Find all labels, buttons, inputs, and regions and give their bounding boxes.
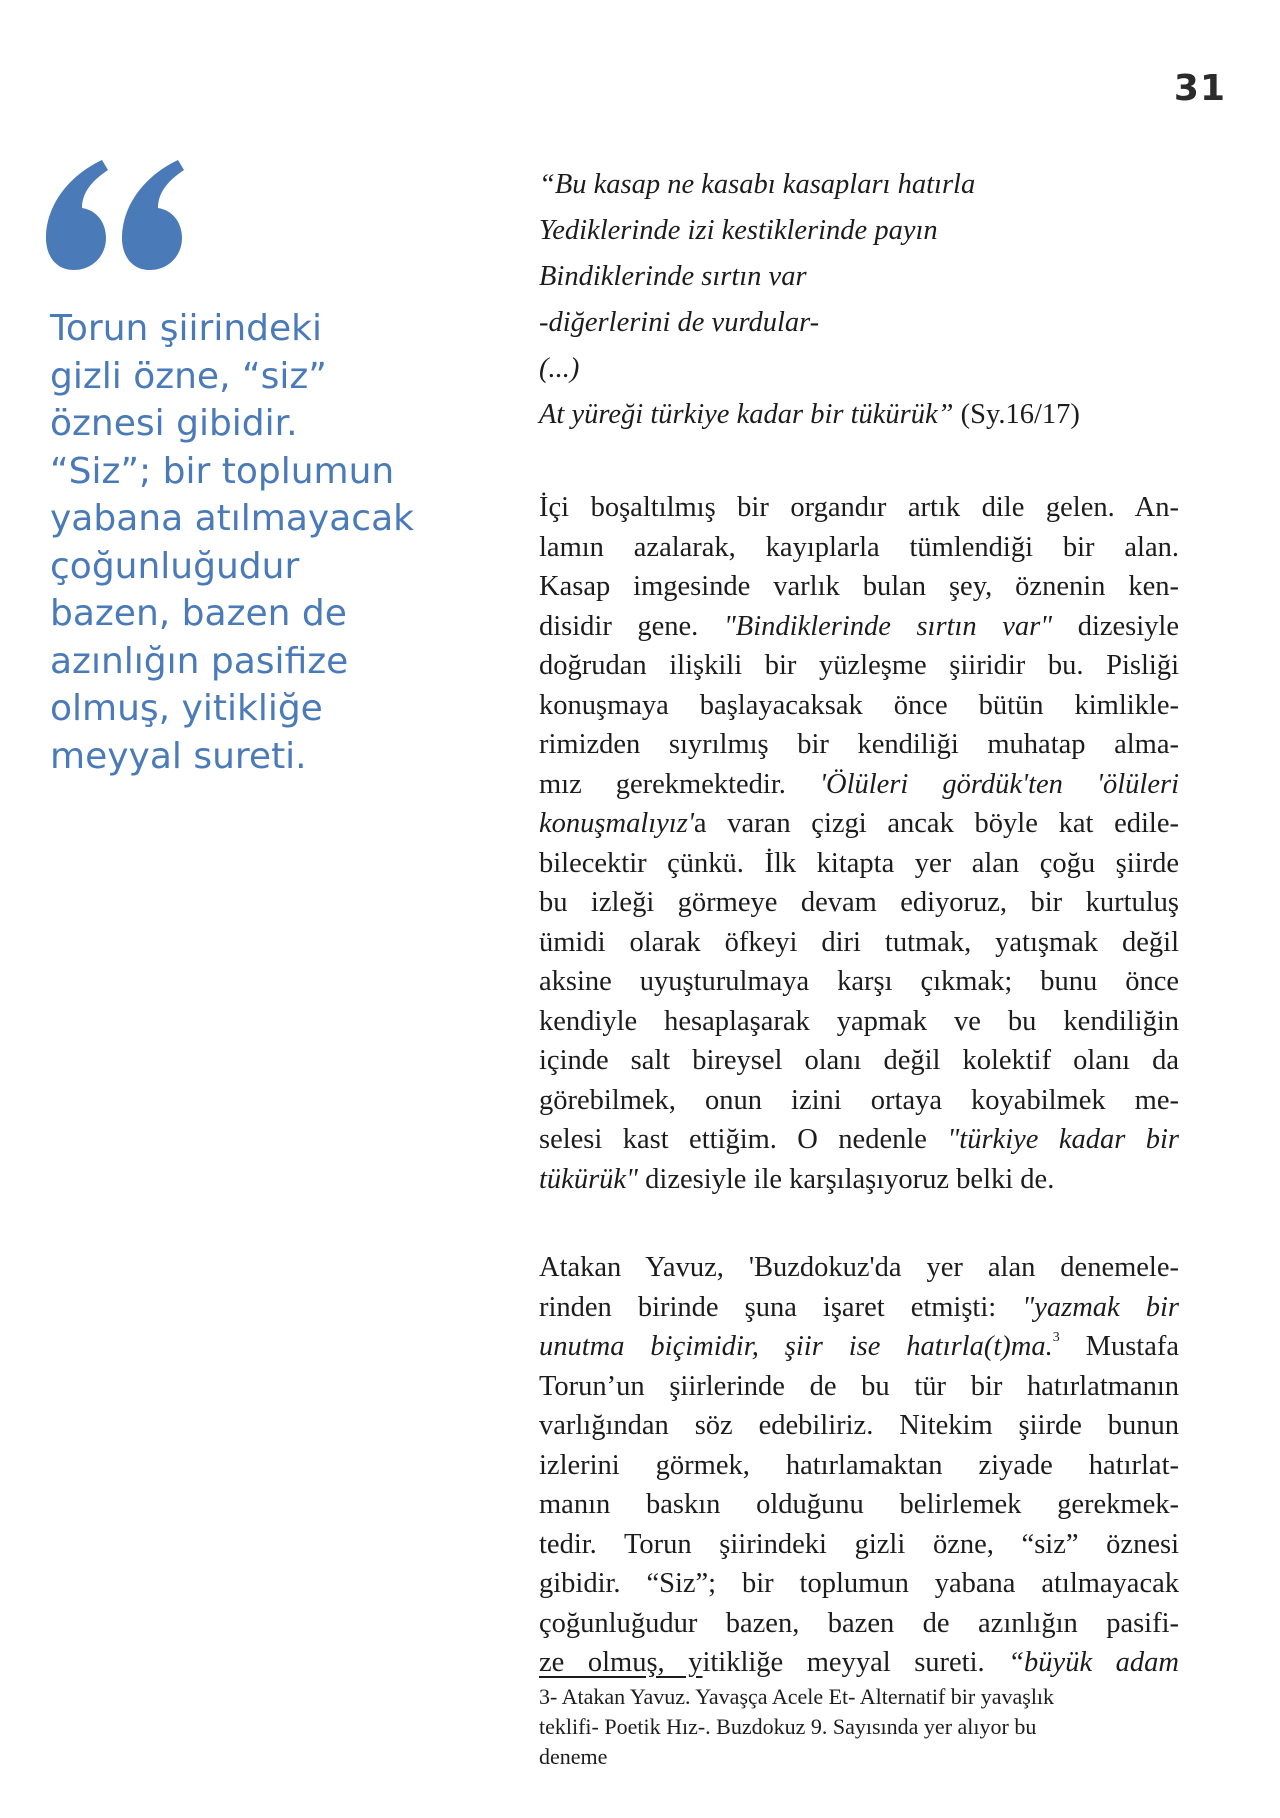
poem-line: (...) bbox=[539, 353, 580, 384]
footnote-line: 3- Atakan Yavuz. Yavaşça Acele Et- Alternatif bir yavaşlık bbox=[539, 1684, 1055, 1709]
poem-excerpt bbox=[539, 162, 1199, 438]
italic-quote: "Bindiklerinde sırtın var" bbox=[723, 610, 1053, 642]
footnote-line: deneme bbox=[539, 1744, 608, 1769]
text-segment: Mustafa bbox=[1059, 1331, 1180, 1362]
italic-quote: unutma biçimidir, şiir ise hatırla(t)ma. bbox=[539, 1331, 1053, 1362]
text-line: ümidi olarak öfkeyi diri tutmak, yatışmak değil bbox=[539, 926, 1179, 958]
poem-line: Bindiklerinde sırtın var bbox=[539, 261, 807, 292]
text-line bbox=[539, 1327, 1179, 1367]
text-line: bilecektir çünkü. İlk kitapta yer alan çoğu şiirde bbox=[539, 847, 1179, 879]
poem-line: -diğerlerini de vurdular- bbox=[539, 307, 820, 338]
pull-quote-line: Torun şiirindeki bbox=[50, 308, 323, 349]
text-line: manın baskın olduğunu belirlemek gerekmek- bbox=[539, 1489, 1179, 1520]
pull-quote-line: meyyal sureti. bbox=[50, 735, 307, 777]
pull-quote bbox=[50, 305, 460, 780]
text-line: tedir. Torun şiirindeki gizli özne, “siz” öznesi bbox=[539, 1528, 1179, 1560]
text-line: varlığından söz edebiliriz. Nitekim şiirde bunun bbox=[539, 1410, 1179, 1441]
text-line bbox=[539, 1288, 1179, 1328]
text-line: lamın azalarak, kayıplarla tümlendiği bir alan. bbox=[539, 531, 1179, 563]
pull-quote-line: öznesi gibidir. bbox=[50, 403, 298, 444]
italic-quote: 'Ölüleri gördük'ten 'ölüleri bbox=[819, 768, 1180, 800]
italic-quote: konuşmalıyız' bbox=[539, 808, 694, 839]
pull-quote-line: gizli özne, “siz” bbox=[50, 355, 327, 397]
text-line: kendiyle hesaplaşarak yapmak ve bu kendiliğin bbox=[539, 1005, 1179, 1037]
poem-line: Yediklerinde izi kestiklerinde payın bbox=[539, 215, 938, 246]
text-line bbox=[539, 1643, 1179, 1683]
text-line: Kasap imgesinde varlık bulan şey, öznenin ken- bbox=[539, 571, 1179, 602]
pull-quote-line: azınlığın pasifize bbox=[50, 640, 349, 682]
text-line bbox=[539, 1160, 1179, 1200]
text-line: İçi boşaltılmış bir organdır artık dile gelen. An- bbox=[539, 492, 1179, 523]
text-segment: itikliğe meyyal sureti. bbox=[702, 1647, 1009, 1678]
text-segment: dizesiyle bbox=[1052, 610, 1179, 642]
poem-reference: (Sy.16/17) bbox=[953, 399, 1080, 430]
text-segment: a varan çizgi ancak böyle kat edile- bbox=[693, 808, 1179, 839]
italic-quote: “büyük adam bbox=[1008, 1647, 1179, 1678]
text-segment: selesi kast ettiğim. O nedenle bbox=[539, 1124, 948, 1155]
text-line: Atakan Yavuz, 'Buzdokuz'da yer alan denemele- bbox=[539, 1252, 1179, 1283]
poem-last-line bbox=[539, 392, 1199, 438]
poem-line: At yüreği türkiye kadar bir tükürük” bbox=[539, 399, 954, 430]
text-segment: mız gerekmektedir. bbox=[539, 768, 820, 800]
italic-quote: tükürük" bbox=[539, 1163, 639, 1195]
text-line bbox=[539, 804, 1179, 844]
pull-quote-line: “Siz”; bir toplumun bbox=[50, 450, 395, 492]
italic-quote: "yazmak bir bbox=[1022, 1291, 1179, 1323]
paragraph-2 bbox=[539, 1248, 1179, 1683]
text-line bbox=[539, 1120, 1179, 1160]
page-number: 31 bbox=[1173, 68, 1226, 109]
text-line: çoğunluğudur bazen, bazen de azınlığın pasifi- bbox=[539, 1607, 1179, 1639]
text-line: konuşmaya başlayacaksak önce bütün kimlikle- bbox=[539, 689, 1179, 721]
text-line: izlerini görmek, hatırlamaktan ziyade hatırlat- bbox=[539, 1449, 1179, 1481]
footnote bbox=[539, 1682, 1179, 1772]
text-segment: disidir gene. bbox=[539, 610, 724, 642]
italic-quote: "türkiye kadar bir bbox=[947, 1124, 1179, 1155]
underlined-segment: ze olmuş, y bbox=[539, 1647, 703, 1678]
text-line: içinde salt bireysel olanı değil kolektif olanı da bbox=[539, 1045, 1179, 1076]
text-segment: dizesiyle ile karşılaşıyoruz belki de. bbox=[638, 1163, 1055, 1195]
text-line bbox=[539, 765, 1179, 805]
text-line: doğrudan ilişkili bir yüzleşme şiiridir bu. Pisliği bbox=[539, 650, 1179, 681]
pull-quote-line: yabana atılmayacak bbox=[50, 498, 414, 539]
text-line: bu izleği görmeye devam ediyoruz, bir kurtuluş bbox=[539, 887, 1179, 918]
text-line: gibidir. “Siz”; bir toplumun yabana atılmayacak bbox=[539, 1568, 1179, 1599]
text-line: rimizden sıyrılmış bir kendiliği muhatap alma- bbox=[539, 729, 1179, 760]
pull-quote-line: olmuş, yitikliğe bbox=[50, 688, 323, 729]
pull-quote-line: bazen, bazen de bbox=[50, 593, 347, 634]
poem-line: “Bu kasap ne kasabı kasapları hatırla bbox=[539, 169, 976, 200]
paragraph-1 bbox=[539, 488, 1179, 1199]
text-segment: rinden birinde şuna işaret etmişti: bbox=[539, 1291, 1023, 1323]
text-line bbox=[539, 607, 1179, 647]
pull-quote-line: çoğunluğudur bbox=[50, 545, 300, 587]
text-line: aksine uyuşturulmaya karşı çıkmak; bunu önce bbox=[539, 966, 1179, 997]
footnote-marker: 3 bbox=[1052, 1330, 1060, 1345]
text-line: Torun’un şiirlerinde de bu tür bir hatırlatmanın bbox=[539, 1370, 1179, 1402]
footnote-line: teklifi- Poetik Hız-. Buzdokuz 9. Sayısında yer alıyor bu bbox=[539, 1714, 1037, 1739]
left-double-quote-icon bbox=[46, 160, 186, 275]
text-line: görebilmek, onun izini ortaya koyabilmek me- bbox=[539, 1084, 1179, 1116]
